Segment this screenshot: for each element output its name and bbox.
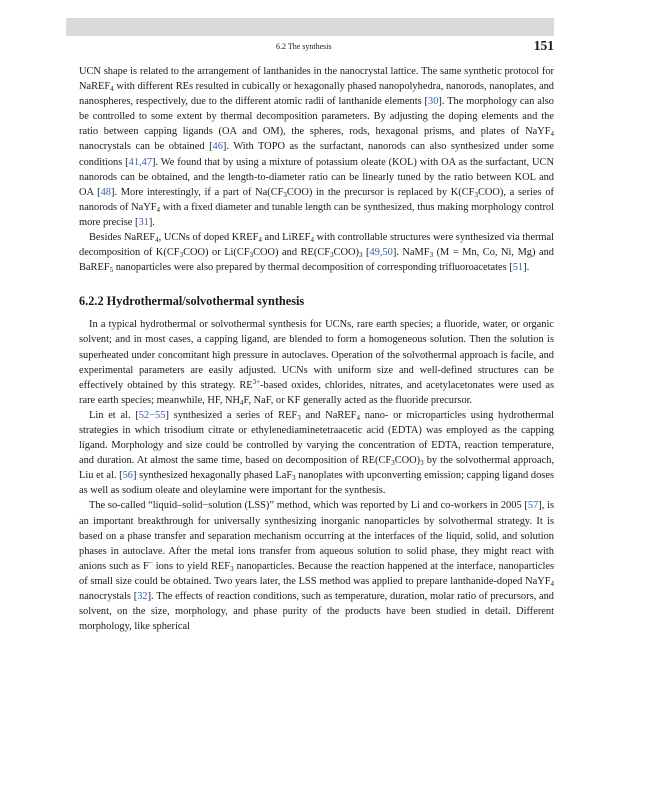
citation-link[interactable]: 49,50: [369, 247, 393, 259]
citation-link[interactable]: 48: [100, 186, 111, 198]
header-bar: [66, 18, 554, 36]
citation-link[interactable]: 30: [428, 96, 439, 108]
running-head-section: 6.2 The synthesis: [276, 42, 332, 51]
citation-link[interactable]: 31: [138, 216, 149, 228]
citation-link[interactable]: 41,47: [128, 156, 153, 168]
page-number: 151: [533, 38, 554, 53]
main-text: [79, 64, 554, 634]
citation-link[interactable]: 32: [137, 591, 148, 602]
paragraph: Besides NaREF$_4$, UCNs of doped $KREF_4$ and LiREF$_4$ with controllable structures were synthesized via thermal decomposition of $K(CF_3COO)$ or $Li(CF_3COO)$ and $RE(CF_3COO)_3$ [49,50]. NaMF$_3$ (M = Mn, Co, Ni, Mg) and BaREF$_5$ nanoparticles were also prepared by thermal decomposition of corresponding trifluoroacetates [51].: [79, 232, 554, 275]
running-header: [66, 40, 554, 54]
citation-link[interactable]: 46: [212, 141, 223, 153]
paragraph: In a typical hydrothermal or solvothermal synthesis for UCNs, rare earth species; a fluoride, water, or organic solvent; and in most cases, a capping ligand, are blended to form a homogeneous solution. Then the solution is superheated under concomitant high pressure in autoclaves. Operation of the solvothermal approach is facile, and experimental parameters are easily adjusted. UCNs with uniform size and well-defined structures can be effectively obtained by this strategy. $RE^{3+}$-based oxides, chlorides, nitrates, and acetylacetonates were used as rare earth species; meanwhile, HF, $NH_4F$, NaF, or KF generally acted as the fluoride precursor.: [79, 319, 554, 407]
citation-link[interactable]: 51: [512, 262, 524, 274]
citation-link[interactable]: 56: [122, 470, 133, 482]
paragraph: Lin et al. [52−55] synthesized a series of $REF_3$ and NaREF$_4$ nano- or microparticles using hydrothermal strategies in which trisodium citrate or ethylenediaminetetraacetic acid (EDTA) was employed as the capping ligand. Morphology and size could be controlled by varying the concentration of EDTA, reaction temperature, and duration. At almost the same time, based on decomposition of $RE(CF_3COO)_3$ by the solvothermal approach, Liu et al. [56] synthesized hexagonally phased LaF$_3$ nanoplates with upconverting emission; capping ligand doses as well as sodium oleate and oleylamine were important for the synthesis.: [79, 409, 555, 497]
section-heading: 6.2.2 Hydrothermal/solvothermal synthesis: [79, 294, 305, 309]
citation-link[interactable]: 52−55: [138, 409, 166, 421]
paragraph: The so-called “liquid–solid−solution (LSS)” method, which was reported by Li and co-workers in 2005 [57], is an important breakthrough for universally synthesizing inorganic nanoparticles by solvothermal strategy. It is based on a phase transfer and separation mechanism occurring at the interfaces of the liquid, solid, and solution phases in autoclave. After the metal ions transfer from aqueous solution to solid phase, they might react with anions such as F− ions to yield $REF_3$ nanoparticles. Because the reaction happened at the interface, nanoparticles of small size could be obtained. Two years later, the LSS method was applied to prepare lanthanide-doped NaYF$_4$ nanocrystals [32]. The effects of reaction conditions, such as temperature, duration, molar ratio of precursors, and solvent, on the size, morphology, and phase purity of the products have been studied in detail. Different morphology, like spherical: [79, 500, 554, 633]
paragraph: UCN shape is related to the arrangement of lanthanides in the nanocrystal lattice. The same synthetic protocol for NaREF$_4$ with different REs resulted in cubically or hexagonally phased nanopolyhedra, nanorods, nanoplates, and nanospheres, respectively, due to the different atomic radii of lanthanide elements [30]. The morphology can also be controlled to some extent by thermal decomposition parameters. By adjusting the doping elements and the ratio between capping ligands (OA and OM), the spheres, rods, hexagonal prisms, and plates of NaYF$_4$ nanocrystals can be obtained [46]. With TOPO as the surfactant, nanorods can also synthesized under some conditions [41,47]. We found that by using a mixture of potassium oleate (KOL) with OA as the surfactant, UCN nanorods can be obtained, and the length-to-diameter ratio can be linearly tuned by the ratio between KOL and OA [48]. More interestingly, if a part of $Na(CF_3COO)$ in the precursor is replaced by $K(CF_3COO)$, a series of nanorods of NaYF$_4$ with a fixed diameter and tunable length can be synthesized, thus making morphology control more precise [31].: [79, 66, 554, 228]
citation-link[interactable]: 57: [527, 500, 539, 512]
